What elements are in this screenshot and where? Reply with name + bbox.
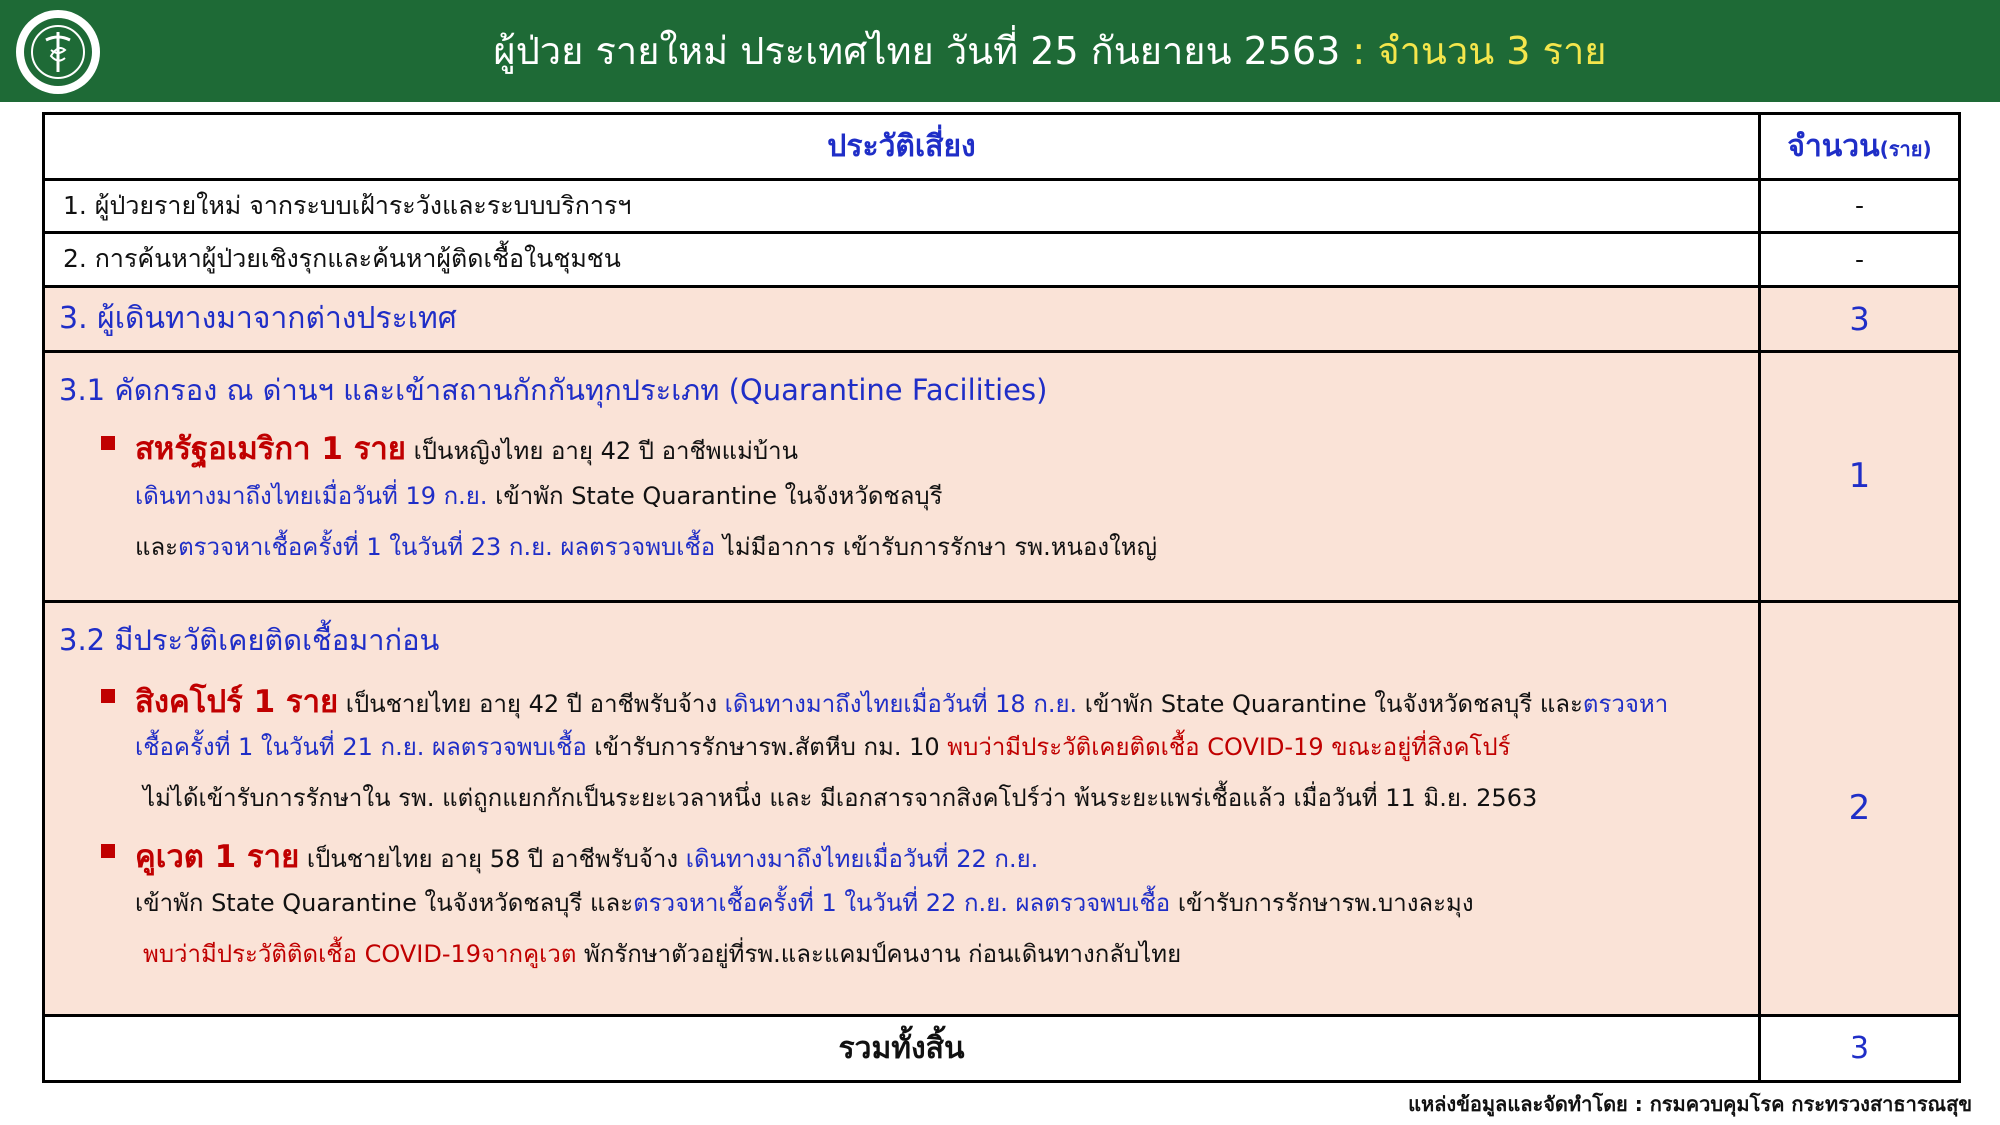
case-singapore-desc: เป็นชายไทย อายุ 42 ปี อาชีพรับจ้าง [338, 689, 725, 718]
section-3-2-details [44, 601, 1760, 1016]
case-usa-desc: เป็นหญิงไทย อายุ 42 ปี อาชีพแม่บ้าน [405, 437, 799, 466]
case-usa-line-1 [135, 423, 798, 473]
row-count: 3 [1760, 286, 1960, 352]
case-usa-test: ตรวจหาเชื้อครั้งที่ 1 ในวันที่ 23 ก.ย. ผลตรวจพบเชื้อ [178, 533, 716, 562]
case-singapore-line-3: ไม่ได้เข้ารับการรักษาใน รพ. แต่ถูกแยกกักเป็นระยะเวลาหนึ่ง และ มีเอกสารจากสิงคโปร์ว่า พ้นระยะแพร่เชื้อแล้ว เมื่อวันที่ 11 มิ.ย. 2563 [143, 783, 1538, 812]
case-usa-treatment: ไม่มีอาการ เข้ารับการรักษา รพ.หนองใหญ่ [715, 533, 1158, 562]
case-kuwait-line-3 [143, 934, 1181, 973]
case-singapore-quarantine: เข้าพัก State Quarantine ในจังหวัดชลบุรี และ [1077, 689, 1583, 718]
case-singapore-arrival: เดินทางมาถึงไทยเมื่อวันที่ 18 ก.ย. [724, 689, 1078, 718]
case-usa-and: และ [135, 533, 179, 562]
case-kuwait-line-2 [135, 883, 1474, 922]
total-label: รวมทั้งสิ้น [44, 1016, 1760, 1082]
case-kuwait-arrival: เดินทางมาถึงไทยเมื่อวันที่ 22 ก.ย. [685, 844, 1039, 873]
square-bullet-icon [101, 844, 115, 858]
case-singapore-country: สิงคโปร์ 1 ราย [135, 683, 339, 720]
section-3-1-row [44, 352, 1960, 601]
case-singapore-treatment: เข้ารับการรักษารพ.สัตหีบ กม. 10 [586, 732, 948, 761]
case-kuwait-test: ตรวจหาเชื้อครั้งที่ 1 ในวันที่ 22 ก.ย. ผลตรวจพบเชื้อ [633, 888, 1171, 917]
section-3-2-row [44, 601, 1960, 1016]
table-row [44, 286, 1960, 352]
case-kuwait-desc: เป็นชายไทย อายุ 58 ปี อาชีพรับจ้าง [299, 844, 686, 873]
section-3-2-count-value: 2 [1848, 788, 1871, 829]
total-row [44, 1016, 1960, 1082]
case-singapore-history: พบว่ามีประวัติเคยติดเชื้อ COVID-19 ขณะอยู่ที่สิงคโปร์ [947, 732, 1511, 761]
title-main: ผู้ป่วย รายใหม่ ประเทศไทย วันที่ 25 กันยายน 2563 [493, 29, 1341, 73]
case-singapore-line-1 [135, 676, 1668, 726]
header-count-unit: (ราย) [1879, 136, 1932, 161]
case-singapore-line-2 [135, 727, 1511, 766]
header-count-main: จำนวน [1787, 128, 1880, 164]
case-usa-line-2 [135, 476, 943, 515]
ministry-logo-icon [16, 10, 100, 94]
row-count: - [1760, 179, 1960, 232]
header-count [1760, 114, 1960, 180]
case-kuwait-line-1 [135, 831, 1038, 881]
header-risk-history: ประวัติเสี่ยง [44, 114, 1760, 180]
table-row [44, 233, 1960, 286]
total-count: 3 [1760, 1016, 1960, 1082]
square-bullet-icon [101, 436, 115, 450]
table-header-row [44, 114, 1960, 180]
section-3-1-details [44, 352, 1760, 601]
case-kuwait-treatment: เข้ารับการรักษารพ.บางละมุง [1170, 888, 1474, 917]
case-usa-quarantine: เข้าพัก State Quarantine ในจังหวัดชลบุรี [487, 482, 943, 511]
case-singapore-test-b: เชื้อครั้งที่ 1 ในวันที่ 21 ก.ย. ผลตรวจพบเชื้อ [135, 732, 587, 761]
header-banner [0, 0, 2000, 102]
section-3-1-count-value: 1 [1848, 456, 1871, 497]
section-3-2-count [1760, 601, 1960, 1016]
section-3-1-title: 3.1 คัดกรอง ณ ด่านฯ และเข้าสถานกักกันทุกประเภท (Quarantine Facilities) [59, 373, 1048, 408]
row-label: 1. ผู้ป่วยรายใหม่ จากระบบเฝ้าระวังและระบบบริการฯ [44, 179, 1760, 232]
case-kuwait-stay: พักรักษาตัวอยู่ที่รพ.และแคมป์คนงาน ก่อนเดินทางกลับไทย [576, 939, 1182, 968]
case-kuwait-quarantine: เข้าพัก State Quarantine ในจังหวัดชลบุรี และ [135, 888, 634, 917]
source-credit: แหล่งข้อมูลและจัดทำโดย : กรมควบคุมโรค กระทรวงสาธารณสุข [1408, 1092, 1972, 1116]
case-kuwait-history: พบว่ามีประวัติติดเชื้อ COVID-19จากคูเวต [143, 939, 577, 968]
case-singapore-test-a: ตรวจหา [1582, 689, 1669, 718]
case-usa-arrival: เดินทางมาถึงไทยเมื่อวันที่ 19 ก.ย. [135, 482, 488, 511]
page-title [120, 0, 1980, 102]
square-bullet-icon [101, 689, 115, 703]
row-count: - [1760, 233, 1960, 286]
section-3-2-title: 3.2 มีประวัติเคยติดเชื้อมาก่อน [59, 622, 440, 657]
case-usa-line-3 [135, 527, 1157, 566]
title-count: จำนวน 3 ราย [1377, 29, 1607, 73]
table-row [44, 179, 1960, 232]
row-label: 3. ผู้เดินทางมาจากต่างประเทศ [44, 286, 1760, 352]
risk-history-table [42, 112, 1961, 1083]
case-kuwait-country: คูเวต 1 ราย [135, 838, 300, 875]
row-label: 2. การค้นหาผู้ป่วยเชิงรุกและค้นหาผู้ติดเชื้อในชุมชน [44, 233, 1760, 286]
section-3-1-count [1760, 352, 1960, 601]
title-separator: : [1340, 29, 1378, 73]
case-usa-country: สหรัฐอเมริกา 1 ราย [135, 431, 406, 468]
